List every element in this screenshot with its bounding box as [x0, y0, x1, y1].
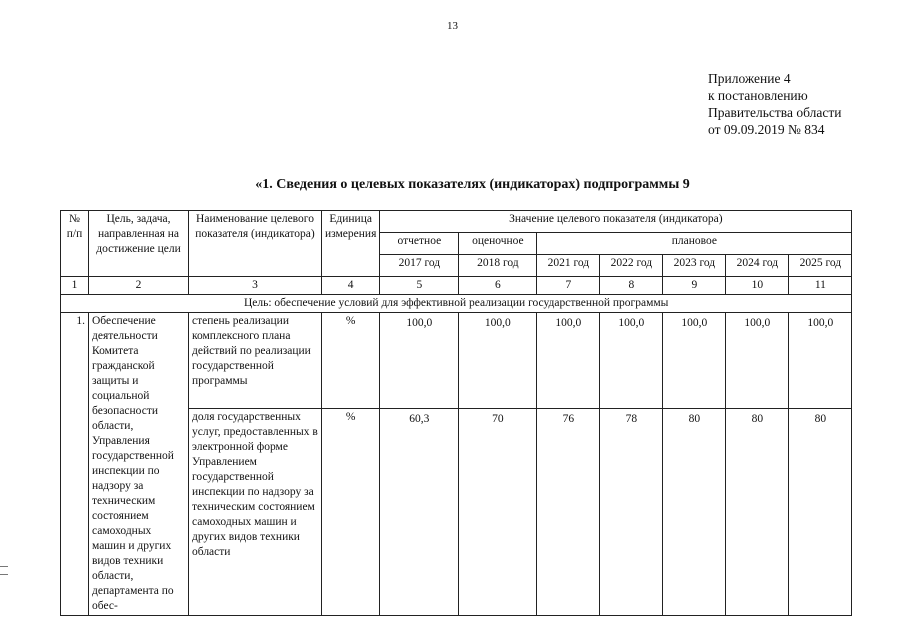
- column-number: 9: [663, 277, 726, 295]
- header-year: 2021 год: [537, 255, 600, 277]
- column-number: 6: [459, 277, 537, 295]
- column-number: 7: [537, 277, 600, 295]
- header-reported: отчетное: [380, 233, 459, 255]
- header-planned: плановое: [537, 233, 852, 255]
- indicator-value: 80: [663, 409, 726, 616]
- indicator-value: 60,3: [380, 409, 459, 616]
- indicator-name: доля государственных услуг, предоставленных в электронной форме Управлением государственной инспекции по надзору за техническим состоянием самоходных машин и других видов техники области: [189, 409, 322, 616]
- header-year: 2017 год: [380, 255, 459, 277]
- column-number: 8: [600, 277, 663, 295]
- document-title: «1. Сведения о целевых показателях (индикаторах) подпрограммы 9: [255, 177, 690, 192]
- column-number: 2: [89, 277, 189, 295]
- header-year: 2023 год: [663, 255, 726, 277]
- appendix-line: Приложение 4: [708, 71, 791, 86]
- indicator-value: 80: [726, 409, 789, 616]
- header-estimated: оценочное: [459, 233, 537, 255]
- scan-mark: [0, 574, 8, 575]
- column-number: 10: [726, 277, 789, 295]
- header-indicator: Наименование целевого показателя (индикатора): [189, 211, 322, 277]
- header-year: 2025 год: [789, 255, 852, 277]
- column-number: 3: [189, 277, 322, 295]
- indicator-value: 78: [600, 409, 663, 616]
- indicator-value: 76: [537, 409, 600, 616]
- appendix-line: к постановлению: [708, 88, 808, 103]
- indicator-value: 80: [789, 409, 852, 616]
- header-year: 2024 год: [726, 255, 789, 277]
- header-goal: Цель, задача, направленная на достижение цели: [89, 211, 189, 277]
- indicator-value: 100,0: [380, 313, 459, 409]
- goal-text: Обеспечение деятельности Комитета гражданской защиты и социальной безопасности области, Управления государственной инспекции по надзору за техническим состоянием самоходных машин и других видов техники области, департамента по обес-: [89, 313, 189, 616]
- header-unit: Единица измерения: [322, 211, 380, 277]
- indicator-value: 100,0: [663, 313, 726, 409]
- column-number: 1: [61, 277, 89, 295]
- scan-mark: [0, 566, 8, 567]
- indicator-value: 70: [459, 409, 537, 616]
- indicator-value: 100,0: [726, 313, 789, 409]
- header-value-group: Значение целевого показателя (индикатора): [380, 211, 852, 233]
- goal-row: Цель: обеспечение условий для эффективной реализации государственной программы: [61, 295, 852, 313]
- row-number: 1.: [61, 313, 89, 616]
- indicator-name: степень реализации комплексного плана действий по реализации государственной программы: [189, 313, 322, 409]
- appendix-line: от 09.09.2019 № 834: [708, 122, 825, 137]
- header-num: № п/п: [61, 211, 89, 277]
- indicator-value: 100,0: [537, 313, 600, 409]
- appendix-block: [708, 70, 841, 138]
- header-year: 2018 год: [459, 255, 537, 277]
- indicator-unit: %: [322, 313, 380, 409]
- header-year: 2022 год: [600, 255, 663, 277]
- column-number: 4: [322, 277, 380, 295]
- page-number: 13: [447, 20, 458, 32]
- column-number: 11: [789, 277, 852, 295]
- column-number: 5: [380, 277, 459, 295]
- indicator-unit: %: [322, 409, 380, 616]
- indicators-table: [60, 210, 852, 616]
- indicator-value: 100,0: [789, 313, 852, 409]
- indicator-value: 100,0: [600, 313, 663, 409]
- appendix-line: Правительства области: [708, 105, 842, 120]
- indicator-value: 100,0: [459, 313, 537, 409]
